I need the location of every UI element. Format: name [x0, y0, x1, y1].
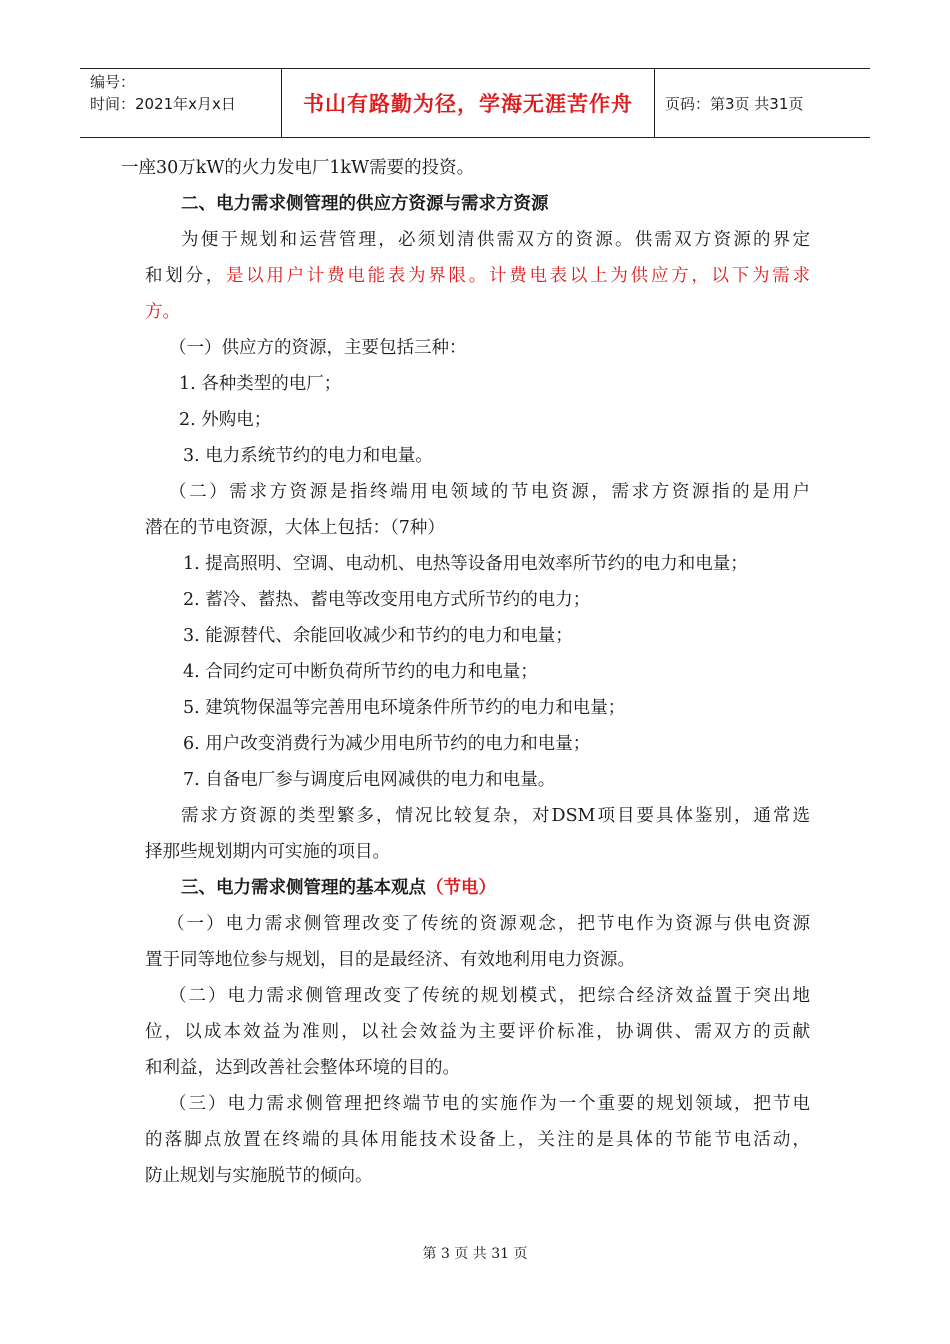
list-item: 1. 提高照明、空调、电动机、电热等设备用电效率所节约的电力和电量； — [183, 554, 748, 574]
paragraph-line: （一）电力需求侧管理改变了传统的资源观念，把节电作为资源与供电资源 — [167, 914, 810, 934]
supply-intro: （一）供应方的资源，主要包括三种： — [169, 338, 467, 358]
heading-highlight: （节电） — [426, 878, 496, 898]
list-item: 2. 蓄冷、蓄热、蓄电等改变用电方式所节约的电力； — [183, 590, 591, 610]
list-item: 1. 各种类型的电厂； — [179, 374, 342, 394]
page-footer: 第 3 页 共 31 页 — [422, 1246, 528, 1262]
paragraph-line: 防止规划与实施脱节的倾向。 — [145, 1166, 373, 1186]
paragraph-line: 需求方资源的类型繁多，情况比较复杂，对DSM项目要具体鉴别，通常选 — [181, 806, 810, 826]
paragraph-line: （三）电力需求侧管理把终端节电的实施作为一个重要的规划领域，把节电 — [169, 1094, 810, 1114]
document-body — [121, 150, 810, 1194]
paragraph-line: 为便于规划和运营管理，必须划清供需双方的资源。供需双方资源的界定 — [181, 230, 810, 250]
list-item: 7. 自备电厂参与调度后电网减供的电力和电量。 — [183, 770, 556, 790]
page-header — [80, 68, 870, 138]
paragraph-line: 的落脚点放置在终端的具体用能技术设备上，关注的是具体的节能节电活动， — [145, 1130, 810, 1150]
header-motto: 书山有路勤为径，学海无涯苦作舟 — [282, 69, 655, 137]
number-label: 编号： — [90, 73, 136, 91]
paragraph-line: （二）电力需求侧管理改变了传统的规划模式，把综合经济效益置于突出地 — [169, 986, 810, 1006]
body-line: 一座30万kW的火力发电厂1kW需要的投资。 — [121, 158, 475, 178]
list-item: 3. 能源替代、余能回收减少和节约的电力和电量； — [183, 626, 573, 646]
header-meta — [80, 69, 282, 137]
paragraph-line: 和利益，达到改善社会整体环境的目的。 — [145, 1058, 460, 1078]
paragraph-line — [145, 258, 810, 294]
list-item: 2. 外购电； — [179, 410, 272, 430]
header-page-info: 页码：第3页 共31页 — [665, 94, 804, 113]
paragraph-line: 位，以成本效益为准则，以社会效益为主要评价标准，协调供、需双方的贡献 — [145, 1022, 810, 1042]
highlight-text: 方。 — [145, 302, 180, 322]
paragraph-line: 置于同等地位参与规划，目的是最经济、有效地利用电力资源。 — [145, 950, 635, 970]
heading-text: 三、电力需求侧管理的基本观点 — [181, 878, 426, 898]
list-item: 5. 建筑物保温等完善用电环境条件所节约的电力和电量； — [183, 698, 626, 718]
highlight-text: 是以用户计费电能表为界限。计费电表以上为供应方，以下为需求 — [225, 266, 810, 286]
demand-intro: 潜在的节电资源，大体上包括：（7种） — [145, 518, 445, 538]
section-heading-3 — [145, 870, 810, 906]
paragraph-line: 择那些规划期内可实施的项目。 — [145, 842, 390, 862]
list-item: 4. 合同约定可中断负荷所节约的电力和电量； — [183, 662, 538, 682]
demand-intro: （二）需求方资源是指终端用电领域的节电资源，需求方资源指的是用户 — [169, 482, 810, 502]
list-item: 6. 用户改变消费行为减少用电所节约的电力和电量； — [183, 734, 591, 754]
list-item: 3. 电力系统节约的电力和电量。 — [183, 446, 433, 466]
paragraph-text: 和划分， — [145, 266, 226, 286]
time-label: 时间：2021年x月x日 — [90, 95, 236, 113]
section-heading-2: 二、电力需求侧管理的供应方资源与需求方资源 — [181, 194, 549, 214]
